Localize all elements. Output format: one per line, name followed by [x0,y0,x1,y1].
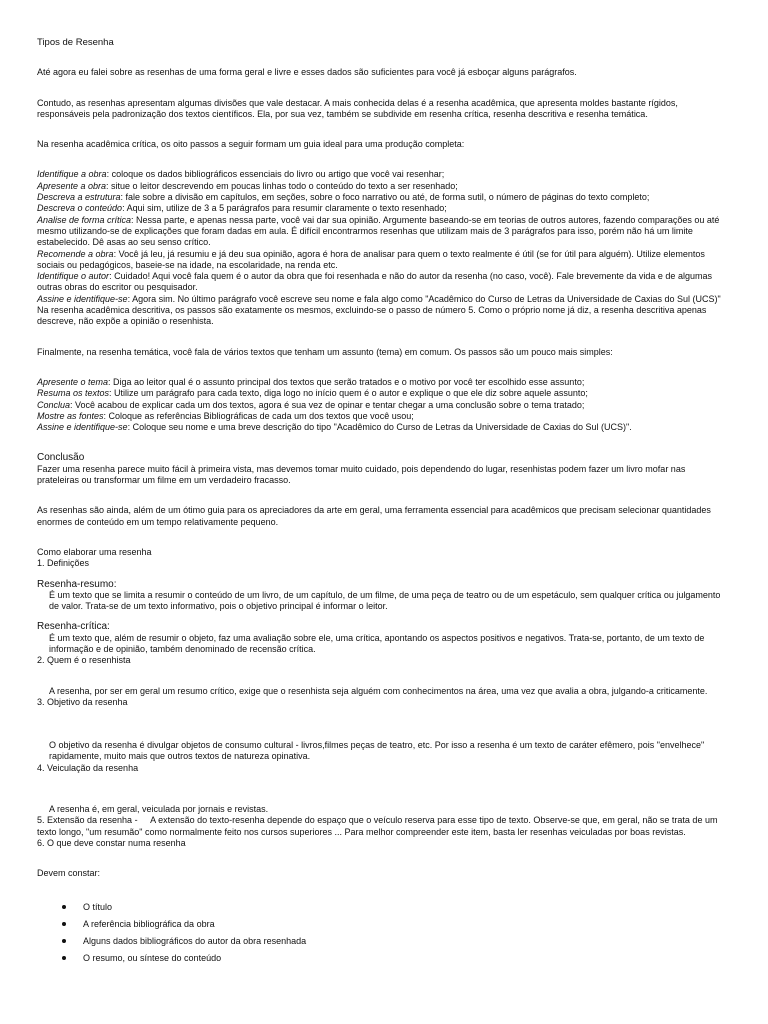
veiculacao-text: A resenha é, em geral, veiculada por jornais e revistas. [49,804,269,815]
step-text: : coloque os dados bibliográficos essenciais do livro ou artigo que você vai resenhar; [106,169,445,180]
critica-step [37,203,727,214]
objetivo-text: O objetivo da resenha é divulgar objetos de consumo cultural - livros,filmes peças de teatro, etc. Por isso a resenha é um texto de caráter efêmero, pois "envelhece" rapidamente, muito mais que outros textos de natureza opinativa. [49,740,705,762]
tematica-step [37,400,727,411]
critica-def-section [37,621,727,666]
como-elaborar-heading: Como elaborar uma resenha [37,546,152,557]
resumo-section [37,579,727,613]
critica-step [37,249,727,272]
step-text: : Aqui sim, utilize de 3 a 5 parágrafos para resumir claramente o texto resenhado; [122,203,447,214]
critica-step [37,181,727,192]
conclusao-heading: Conclusão [37,452,85,464]
step-term: Identifique o autor [37,271,110,282]
intro-paragraph: Até agora eu falei sobre as resenhas de uma forma geral e livre e esses dados são suficientes para você já esboçar alguns parágrafos. [37,67,577,78]
step-term: Apresente o tema [37,376,109,387]
step-text: : Você acabou de explicar cada um dos textos, agora é sua vez de opinar e tentar chegar a uma conclusão sobre o tema tratado; [70,399,585,410]
extensao-heading: 5. Extensão da resenha - [37,815,138,826]
step-text: : Você já leu, já resumiu e já deu sua opinião, agora é hora de analisar para quem o texto realmente é útil (se for útil para alguém). Utilize elementos sociais ou pedagógicos, baseie-se na idade, na escolaridade, na renda etc. [37,248,705,270]
step-text: : Agora sim. No último parágrafo você escreve seu nome e fala algo como "Acadêmico do Curso de Letras da Universidade de Caxias do Sul (UCS)" [127,293,721,304]
step-text: : Coloque seu nome e uma breve descrição do tipo "Acadêmico do Curso de Letras da Universidade de Caxias do Sul (UCS)". [127,422,632,433]
critica-step [37,294,727,305]
step-term: Mostre as fontes [37,410,104,421]
step-text: : Diga ao leitor qual é o assunto principal dos textos que serão tratados e o motivo por você ter escolhido esse assunto; [108,376,585,387]
step-text: : Coloque as referências Bibliográficas de cada um dos textos que você usou; [103,410,414,421]
definicoes-heading: 1. Definições [37,558,90,569]
critica-step [37,192,727,203]
step-term: Conclua [37,399,71,410]
critica-heading: Resenha-crítica: [37,621,110,633]
tematica-steps [37,377,727,433]
step-term: Assine e identifique-se [37,293,128,304]
tematica-step [37,377,727,388]
step-text: : Cuidado! Aqui você fala quem é o autor da obra que foi resenhada e não do autor da resenha (no caso, você). Fale brevemente da vida e de algumas outras obras do escritor ou pesquisador. [37,271,712,293]
descritiva-paragraph: Na resenha acadêmica descritiva, os passos são exatamente os mesmos, excluindo-se o passo de número 5. Como o próprio nome já diz, a resenha descritiva apenas descreve, não expõe a opinião o resenhista. [37,305,707,327]
extensao-paragraph [37,815,727,838]
conclusao-text: Fazer uma resenha parece muito fácil à primeira vista, mas devemos tomar muito cuidado, pois dependendo do lugar, resenhistas podem fazer um livro mofar nas prateleiras ou transformar um filme em um verdadeiro fracasso. [37,463,686,486]
tematica-step [37,411,727,422]
list-item: Alguns dados bibliográficos do autor da obra resenhada [62,933,727,950]
step-term: Resuma os textos [37,388,110,399]
tematica-step [37,422,727,433]
list-item: O resumo, ou síntese do conteúdo [62,950,727,967]
step-term: Analise de forma crítica [37,214,132,225]
veiculacao-section [37,804,727,849]
resumo-heading: Resenha-resumo: [37,578,117,590]
quem-heading: 2. Quem é o resenhista [37,655,131,666]
list-item: O título [62,899,727,916]
extensao-text: A extensão do texto-resenha depende do espaço que o veículo reserva para esse tipo de texto. Observe-se que, em geral, não se trata de um texto longo, "um resumão" como normalmente feito nos cursos superiores ... Para melhor compreender este item, basta ler resenhas veiculadas por boas revistas. [37,815,718,837]
objetivo-heading: 3. Objetivo da resenha [37,696,128,707]
step-term: Assine e identifique-se [37,422,128,433]
step-text: : Nessa parte, e apenas nessa parte, você vai dar sua opinião. Argumente baseando-se em teorias de outros autores, fazendo comparações ou até mesmo utilizando-se de explicações que foram dadas em aula. É difícil encontrarmos resenhas que utilizam mais de 3 parágrafos para isso, porém não há um limite estabelecido. Dê asas ao seu senso crítico. [37,214,720,248]
list-item: A referência bibliográfica da obra [62,916,727,933]
step-term: Recomende a obra [37,248,114,259]
step-term: Apresente a obra [37,180,107,191]
resenhas-guia-paragraph: As resenhas são ainda, além de um ótimo guia para os apreciadores da arte em geral, uma ferramenta essencial para acadêmicos que precisam selecionar quantidades enormes de conteúdo em um tempo relativamente pequeno. [37,505,711,527]
step-text: : fale sobre a divisão em capítulos, em seções, sobre o foco narrativo ou até, de forma sutil, o número de páginas do texto completo; [120,192,650,203]
step-term: Descreva a estrutura [37,192,121,203]
objetivo-section [37,740,727,774]
critica-steps [37,169,727,305]
critica-def-text: É um texto que, além de resumir o objeto, faz uma avaliação sobre ele, uma crítica, apontando os aspectos positivos e negativos. Trata-se, portanto, de um texto de informação e de opinião, também denominado de recensão crítica. [49,632,705,654]
constar-heading: 6. O que deve constar numa resenha [37,837,186,848]
conclusao-section [37,452,727,486]
quem-section [37,686,727,709]
critica-step [37,215,727,249]
resumo-text: É um texto que se limita a resumir o conteúdo de um livro, de um capítulo, de um filme, de uma peça de teatro ou de um espetáculo, sem qualquer crítica ou julgamento de valor. Trata-se de um texto informativo, pois o objetivo principal é informar o leitor. [49,589,721,612]
critica-intro: Na resenha acadêmica crítica, os oito passos a seguir formam um guia ideal para uma produção completa: [37,139,465,150]
devem-constar: Devem constar: [37,868,101,879]
step-term: Identifique a obra [37,169,107,180]
step-text: : Utilize um parágrafo para cada texto, diga logo no início quem é o autor e explique o que ele diz sobre aquele assunto; [109,388,588,399]
critica-step [37,271,727,294]
veiculacao-heading: 4. Veiculação da resenha [37,762,139,773]
tematica-step [37,388,727,399]
critica-step [37,169,727,180]
divisions-paragraph: Contudo, as resenhas apresentam algumas divisões que vale destacar. A mais conhecida delas é a resenha acadêmica, que apresenta moldes bastante rígidos, responsáveis pela padronização dos textos científicos. Ela, por sua vez, também se subdivide em resenha crítica, resenha descritiva e resenha temática. [37,97,678,119]
step-text: : situe o leitor descrevendo em poucas linhas todo o conteúdo do texto a ser resenhado; [106,180,458,191]
document-body [37,37,727,967]
page-title: Tipos de Resenha [37,37,114,48]
quem-text: A resenha, por ser em geral um resumo crítico, exige que o resenhista seja alguém com conhecimentos na área, uma vez que avalia a obra, julgando-a criticamente. [49,685,708,696]
constar-list [37,899,727,967]
tematica-intro: Finalmente, na resenha temática, você fala de vários textos que tenham um assunto (tema) em comum. Os passos são um pouco mais simples: [37,346,613,357]
como-elaborar-section [37,547,727,570]
step-term: Descreva o conteúdo [37,203,123,214]
